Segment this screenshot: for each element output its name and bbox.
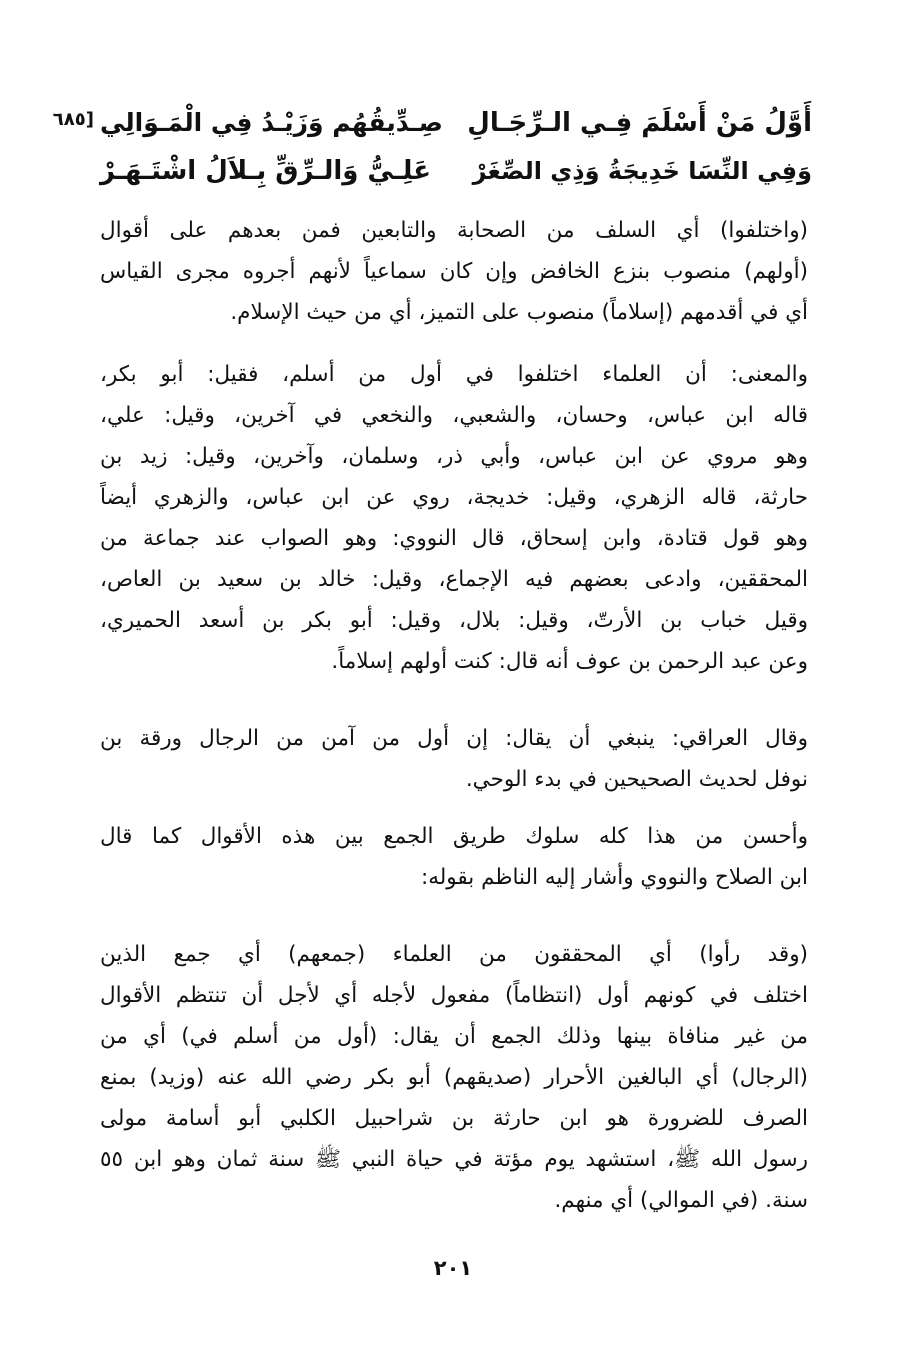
paragraph-line: حارثة، قاله الزهري، وقيل: خديجة، روي عن ابن عباس، والزهري أيضاً — [100, 485, 808, 510]
paragraph-line: سنة. (في الموالي) أي منهم. — [554, 1188, 808, 1213]
paragraph-line: ابن الصلاح والنووي وأشار إليه الناظم بقوله: — [420, 865, 808, 890]
paragraph-line: وأحسن من هذا كله سلوك طريق الجمع بين هذه الأقوال كما قال — [100, 824, 808, 849]
verse-line-1 — [100, 96, 812, 150]
paragraph-line: وعن عبد الرحمن بن عوف أنه قال: كنت أولهم إسلاماً. — [331, 649, 808, 674]
paragraph-line: اختلف في كونهم أول (انتظاماً) مفعول لأجله أي لأجل أن تنتظم الأقوال — [100, 983, 808, 1008]
paragraph-line: والمعنى: أن العلماء اختلفوا في أول من أسلم، فقيل: أبو بكر، — [100, 362, 808, 387]
page-number: ٢٠١ — [433, 1256, 473, 1280]
paragraph-line: من غير منافاة بينها وذلك الجمع أن يقال: (أول من أسلم في) أي من — [100, 1024, 808, 1049]
commentary-paragraph-2 — [100, 354, 808, 682]
verse-line-1-first-hemistich: أَوَّلُ مَنْ أَسْلَمَ فِـي الـرِّجَـالِ — [467, 108, 812, 138]
paragraph-line: قاله ابن عباس، وحسان، والشعبي، والنخعي في آخرين، وقيل: علي، — [100, 403, 808, 428]
commentary-paragraph-4 — [100, 816, 808, 898]
paragraph-line: (وقد رأوا) أي المحققون من العلماء (جمعهم) أي جمع الذين — [100, 942, 808, 967]
paragraph-line: (أولهم) منصوب بنزع الخافض وإن كان سماعياً لأنهم أجروه مجرى القياس — [100, 259, 808, 284]
verse-line-2 — [100, 144, 812, 198]
verse-line-2-first-hemistich: وَفِي النِّسَا خَدِيجَةُ وَذِي الصِّغَرْ — [472, 157, 812, 185]
paragraph-line: نوفل لحديث الصحيحين في بدء الوحي. — [465, 767, 808, 792]
paragraph-line: (الرجال) أي البالغين الأحرار (صديقهم) أبو بكر رضي الله عنه (وزيد) بمنع — [100, 1065, 808, 1090]
paragraph-line: وهو مروي عن ابن عباس، وأبي ذر، وسلمان، وآخرين، وقيل: زيد بن — [100, 444, 808, 469]
paragraph-line: وقيل خباب بن الأرتّ، وقيل: بلال، وقيل: أبو بكر بن أسعد الحميري، — [100, 608, 808, 633]
verse-line-1-second-hemistich: صِـدِّيقُهُم وَزَيْـدُ فِي الْمَـوَالِي — [100, 108, 443, 137]
paragraph-line: (واختلفوا) أي السلف من الصحابة والتابعين فمن بعدهم على أقوال — [100, 218, 808, 243]
verse-number: [٦٨٥ — [52, 109, 94, 130]
paragraph-line: أي في أقدمهم (إسلاماً) منصوب على التميز، أي من حيث الإسلام. — [230, 300, 808, 325]
paragraph-line: وهو قول قتادة، وابن إسحاق، قال النووي: وهو الصواب عند جماعة من — [100, 526, 808, 551]
verse-line-2-second-hemistich: عَلِـيُّ وَالـرِّقِّ بِـلاَلُ اشْتَـهَـرْ — [100, 156, 432, 186]
commentary-paragraph-5 — [100, 934, 808, 1221]
paragraph-line: المحققين، وادعى بعضهم فيه الإجماع، وقيل: خالد بن سعيد بن العاص، — [100, 567, 808, 592]
commentary-paragraph-1 — [100, 210, 808, 333]
paragraph-line: وقال العراقي: ينبغي أن يقال: إن أول من آمن من الرجال ورقة بن — [100, 726, 808, 751]
commentary-paragraph-3 — [100, 718, 808, 800]
paragraph-line: رسول الله ﷺ، استشهد يوم مؤتة في حياة النبي ﷺ سنة ثمان وهو ابن ٥٥ — [100, 1147, 808, 1172]
paragraph-line: الصرف للضرورة هو ابن حارثة بن شراحبيل الكلبي أبو أسامة مولى — [100, 1106, 808, 1131]
